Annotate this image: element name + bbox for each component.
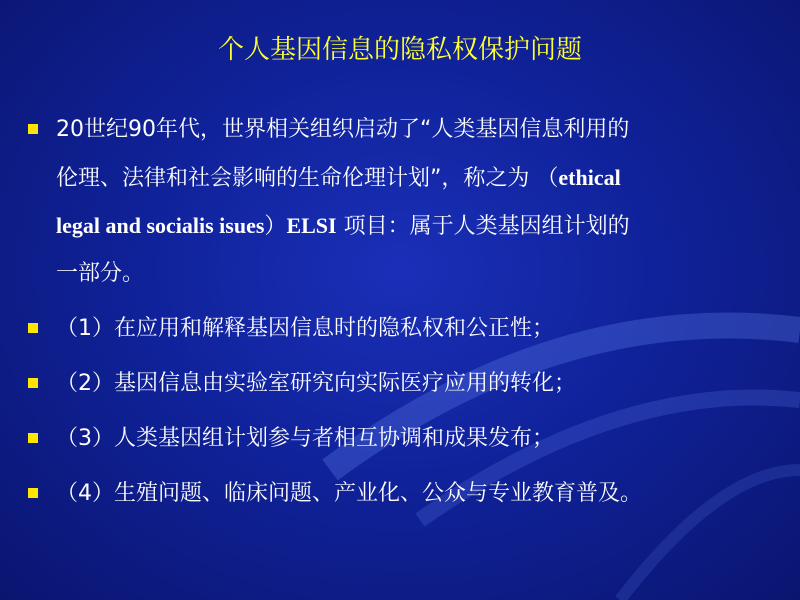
slide-title: 个人基因信息的隐私权保护问题 bbox=[217, 35, 582, 65]
bullet-marker-1 bbox=[28, 323, 38, 333]
intro-line-3-en: legal and socialis isues bbox=[56, 213, 265, 238]
intro-line-4: 一部分。 bbox=[56, 261, 145, 286]
intro-line-3-mid: ） bbox=[264, 214, 287, 239]
list-item-2: （2）基因信息由实验室研究向实际医疗应用的转化； bbox=[56, 371, 576, 396]
list-item-1: （1）在应用和解释基因信息时的隐私权和公正性； bbox=[56, 316, 554, 341]
intro-line-3-en2: ELSI bbox=[286, 213, 337, 238]
intro-line-2-en: ethical bbox=[558, 165, 621, 190]
list-item-3: （3）人类基因组计划参与者相互协调和成果发布； bbox=[56, 426, 554, 451]
bullet-marker-intro bbox=[28, 124, 38, 134]
intro-line-2 bbox=[56, 154, 776, 203]
list-item-4: （4）生殖问题、临床问题、产业化、公众与专业教育普及。 bbox=[56, 481, 642, 506]
intro-line-3 bbox=[56, 202, 776, 251]
bullet-marker-3 bbox=[28, 433, 38, 443]
intro-line-1: 20世纪90年代，世界相关组织启动了“人类基因信息利用的 bbox=[56, 117, 630, 142]
intro-line-3-cn: 项目：属于人类基因组计划的 bbox=[336, 214, 630, 239]
intro-line-2-cn: 伦理、法律和社会影响的生命伦理计划”，称之为 （ bbox=[56, 166, 559, 191]
bullet-marker-4 bbox=[28, 488, 38, 498]
bullet-marker-2 bbox=[28, 378, 38, 388]
